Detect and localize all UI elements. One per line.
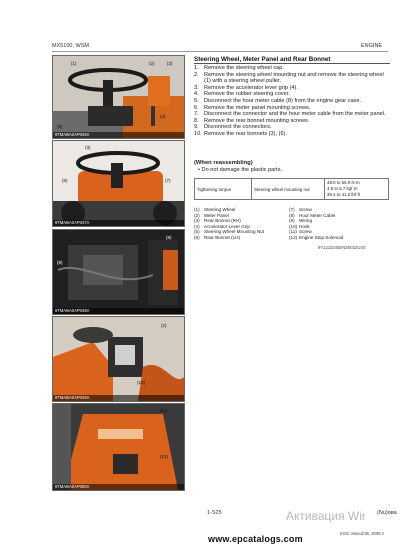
photo3-caption: 9TMABA0AP048A (53, 308, 184, 314)
step-item (194, 91, 392, 98)
header-section: ENGINE (361, 43, 383, 49)
step-item (194, 111, 392, 118)
step-text: Remove the accelerator lever grip (4). (204, 84, 298, 91)
step-number: 4. (194, 91, 199, 98)
legend-text: Hook (299, 223, 310, 229)
legend-text: Rear Bonnet (LH) (204, 234, 241, 240)
photo1-callout-3: (3) (167, 61, 173, 66)
legend-row (194, 235, 394, 241)
photo4-callout-2: (2) (161, 323, 167, 328)
header-model: MX5100, WSM (52, 43, 89, 49)
step-text: Remove the rear bonnets (3), (6). (204, 130, 288, 137)
reassembling-bullet-text: Do not damage the plastic parts. (201, 167, 283, 173)
step-text: Remove the rear bonnet mounting screws. (204, 117, 310, 124)
footer-trailing-text: (Nu)ова (377, 510, 397, 516)
legend-number: (7) (289, 207, 295, 212)
parts-legend (194, 207, 394, 241)
step-text: Remove the meter panel mounting screws. (204, 104, 311, 111)
step-number: 8. (194, 117, 199, 124)
document-code: 9Y1210245ENS0022US0 (318, 245, 366, 250)
procedure-steps (194, 65, 392, 138)
torque-value-kgfm: 4.9 to 5.7 kgf·m (327, 186, 358, 191)
legend-number: (8) (289, 212, 295, 218)
legend-text: Engine Stop Solenoid (299, 234, 344, 240)
step-number: 7. (194, 111, 199, 118)
reassembling-bullet (198, 167, 282, 173)
photo2-callout-7: (7) (165, 178, 171, 183)
photo2-caption: 9TMABA0AP047A (53, 220, 184, 226)
step-item (194, 65, 392, 72)
step-text: Disconnect the connectors. (204, 124, 272, 131)
photo4-callout-10: (10) (137, 380, 146, 385)
legend-number: (5) (194, 229, 200, 235)
legend-number: (3) (194, 218, 200, 224)
photo1-callout-1: (1) (71, 61, 77, 66)
photo4-caption: 9TMABA0AP049A (53, 395, 184, 401)
reassembling-title: (When reassembling) (194, 160, 253, 166)
legend-number: (6) (194, 234, 200, 240)
bullet-icon: • (198, 167, 200, 173)
legend-text: Hour Meter Cable (299, 212, 336, 218)
legend-number: (9) (289, 218, 295, 224)
step-item (194, 124, 392, 131)
photo1-caption: 9TMABA0AP046A (53, 132, 184, 138)
photo5-callout-11: (11) (160, 408, 168, 413)
step-number: 5. (194, 97, 199, 104)
step-number: 3. (194, 84, 199, 91)
photo-rear-bonnet (52, 140, 185, 227)
photo2-callout-3: (3) (85, 145, 91, 150)
section-title: Steering Wheel, Meter Panel and Rear Bonnet (194, 56, 331, 63)
step-item (194, 85, 392, 92)
step-item (194, 118, 392, 125)
photo2-callout-6: (6) (62, 178, 68, 183)
photo1-callout-4: (4) (160, 114, 166, 119)
activation-watermark: Активация Wir (286, 509, 366, 523)
page-number: 1-S25 (207, 510, 222, 516)
photo5-caption: 9TMABA0AP050A (53, 484, 184, 490)
legend-text: Meter Panel (204, 212, 229, 218)
step-number: 6. (194, 104, 199, 111)
step-number: 9. (194, 124, 199, 131)
photo5-callout-12: (12) (160, 454, 169, 459)
step-item (194, 105, 392, 112)
torque-label: Tightening torque (195, 179, 252, 200)
section-title-rule (194, 63, 390, 64)
photo3-callout-9: (9) (166, 235, 172, 240)
step-text: Remove the steering wheel cap. (204, 65, 284, 71)
legend-number: (11) (289, 229, 297, 235)
step-number: 2. (194, 71, 199, 78)
step-item (194, 72, 392, 85)
torque-value-nm: 48.0 to 55.9 N·m (327, 180, 360, 185)
legend-text: Rear Bonnet (RH) (204, 218, 241, 224)
step-text: Disconnect the connector and the hour meter cable from the meter panel. (204, 111, 386, 118)
legend-number: (4) (194, 223, 200, 229)
site-url[interactable]: www.epcatalogs.com (208, 534, 303, 544)
torque-value-lbfft: 35.4 to 41.2 lbf·ft (327, 192, 360, 197)
legend-text: Steering Wheel (204, 207, 236, 212)
torque-table (194, 178, 389, 200)
header-rule (52, 51, 388, 52)
legend-number: (2) (194, 212, 200, 218)
legend-number: (1) (194, 207, 200, 212)
step-item (194, 98, 392, 105)
step-text: Remove the steering wheel mounting nut and remove the steering wheel (1) with a steering wheel puller. (204, 71, 384, 85)
photo1-callout-2: (2) (149, 61, 155, 66)
step-number: 10. (194, 130, 202, 137)
step-number: 1. (194, 65, 199, 71)
torque-values (325, 179, 389, 200)
step-item (194, 131, 392, 138)
torque-item: Steering wheel mounting nut (252, 179, 325, 200)
kisc-issued: KISC issued 05, 2009 A (340, 531, 385, 536)
photo3-callout-8: (8) (57, 260, 63, 265)
photo-engine-wiring (52, 229, 185, 315)
legend-text: Screw (299, 207, 312, 212)
photo1-callout-5: (5) (57, 124, 63, 129)
legend-number: (10) (289, 223, 298, 229)
step-text: Disconnect the hour meter cable (8) from the engine gear case. (204, 97, 362, 104)
legend-text: Screw (299, 229, 312, 235)
photo-engine-stop-solenoid (52, 403, 185, 491)
photo-steering-wheel (52, 55, 185, 139)
legend-text: Wiring (299, 218, 313, 224)
step-text: Remove the rubber steering cover. (204, 91, 290, 98)
photo-meter-panel (52, 316, 185, 402)
legend-text: Steering Wheel Mounting Nut (204, 229, 265, 235)
legend-number: (12) (289, 234, 298, 240)
legend-text: Accelerator Lever Grip (204, 223, 250, 229)
